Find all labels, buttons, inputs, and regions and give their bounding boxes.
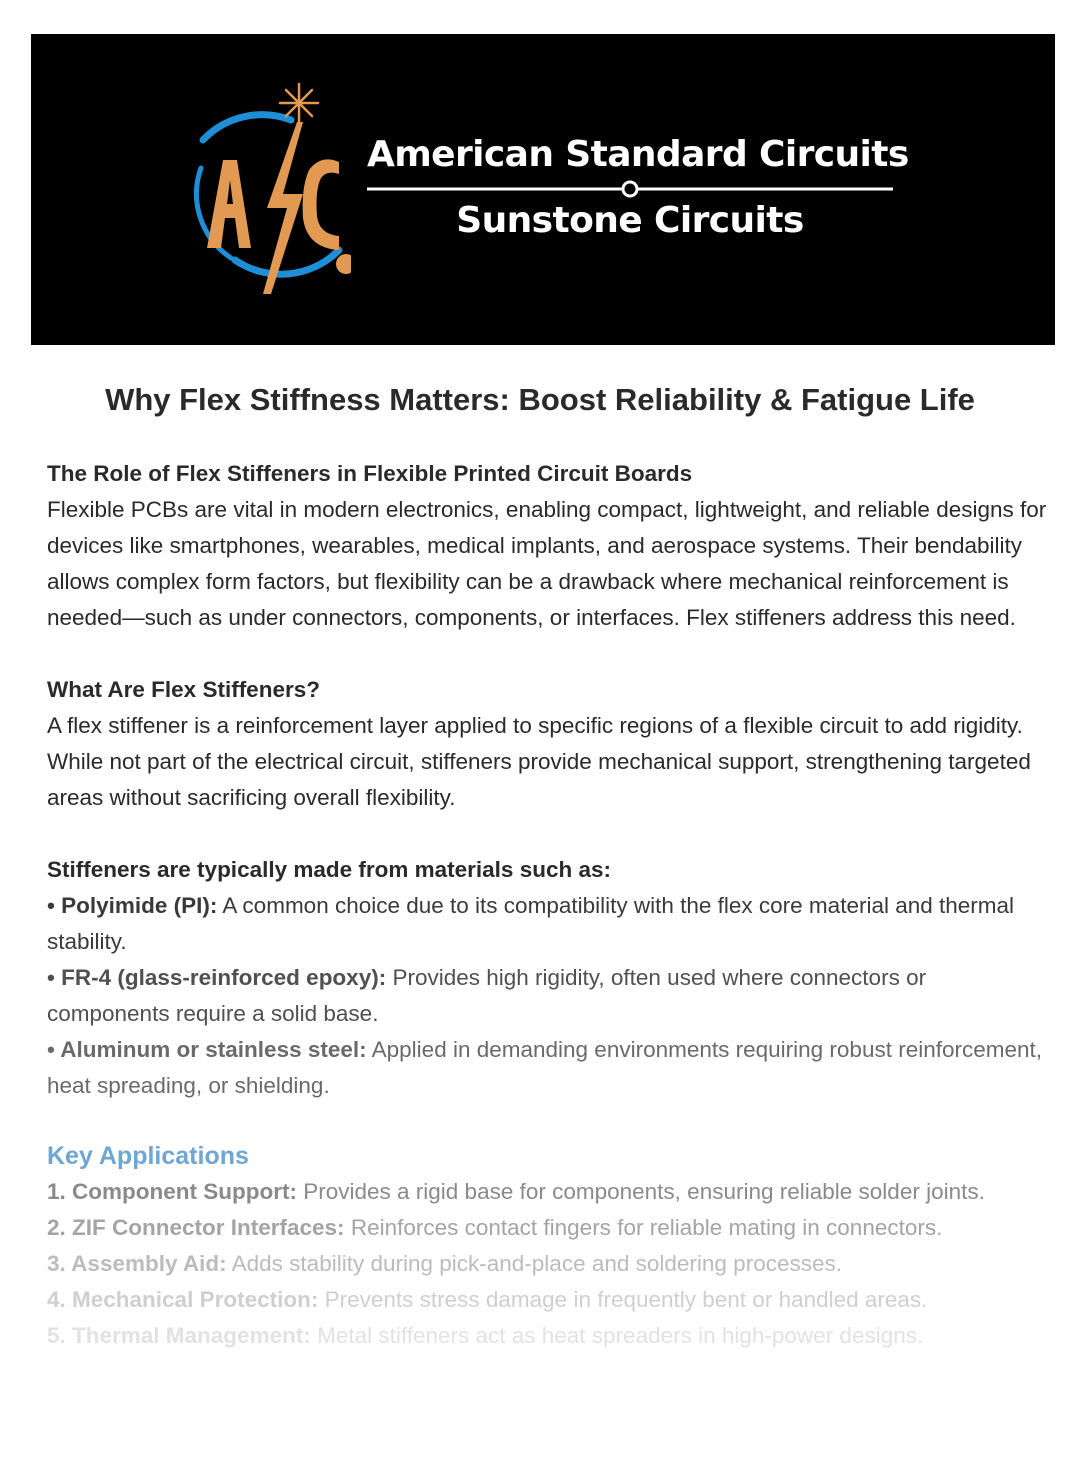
brand-name-secondary: Sunstone Circuits — [456, 200, 804, 241]
list-item: 3. Assembly Aid: Adds stability during pick-and-place and soldering processes. — [47, 1251, 842, 1276]
list-item: 1. Component Support: Provides a rigid base for components, ensuring reliable solder joints. — [47, 1179, 985, 1204]
brand-divider-icon — [367, 175, 893, 203]
list-item: • Polyimide (PI): A common choice due to its compatibility with the flex core material and thermal stability. — [47, 893, 1015, 954]
brand-name-primary: American Standard Circuits — [367, 134, 909, 175]
page-title: Why Flex Stiffness Matters: Boost Reliability & Fatigue Life — [105, 382, 975, 417]
section-heading-what: What Are Flex Stiffeners? — [47, 677, 320, 702]
asc-logo-icon — [171, 78, 351, 308]
list-item: • FR-4 (glass-reinforced epoxy): Provides high rigidity, often used where connectors or components require a solid base. — [47, 965, 927, 1026]
article-body — [47, 456, 1047, 1354]
list-item: 4. Mechanical Protection: Prevents stress damage in frequently bent or handled areas. — [47, 1287, 928, 1312]
materials-heading: Stiffeners are typically made from materials such as: — [47, 857, 611, 882]
section-paragraph-what: A flex stiffener is a reinforcement layer applied to specific regions of a flexible circuit to add rigidity. While not part of the electrical circuit, stiffeners provide mechanical support, strengthening targeted areas without sacrificing overall flexibility. — [47, 713, 1031, 810]
section-paragraph-role: Flexible PCBs are vital in modern electronics, enabling compact, lightweight, and reliable designs for devices like smartphones, wearables, medical implants, and aerospace systems. Their bendability allows complex form factors, but flexibility can be a drawback where mechanical reinforcement is needed—such as under connectors, components, or interfaces. Flex stiffeners address this need. — [47, 497, 1047, 630]
header-banner — [31, 34, 1055, 345]
section-heading-role: The Role of Flex Stiffeners in Flexible Printed Circuit Boards — [47, 461, 693, 486]
list-item: • Aluminum or stainless steel: Applied in demanding environments requiring robust reinforcement, heat spreading, or shielding. — [47, 1037, 1043, 1098]
key-applications-heading: Key Applications — [47, 1142, 249, 1170]
list-item: 2. ZIF Connector Interfaces: Reinforces contact fingers for reliable mating in connectors. — [47, 1215, 943, 1240]
list-item: 5. Thermal Management: Metal stiffeners act as heat spreaders in high-power designs. — [47, 1323, 924, 1348]
